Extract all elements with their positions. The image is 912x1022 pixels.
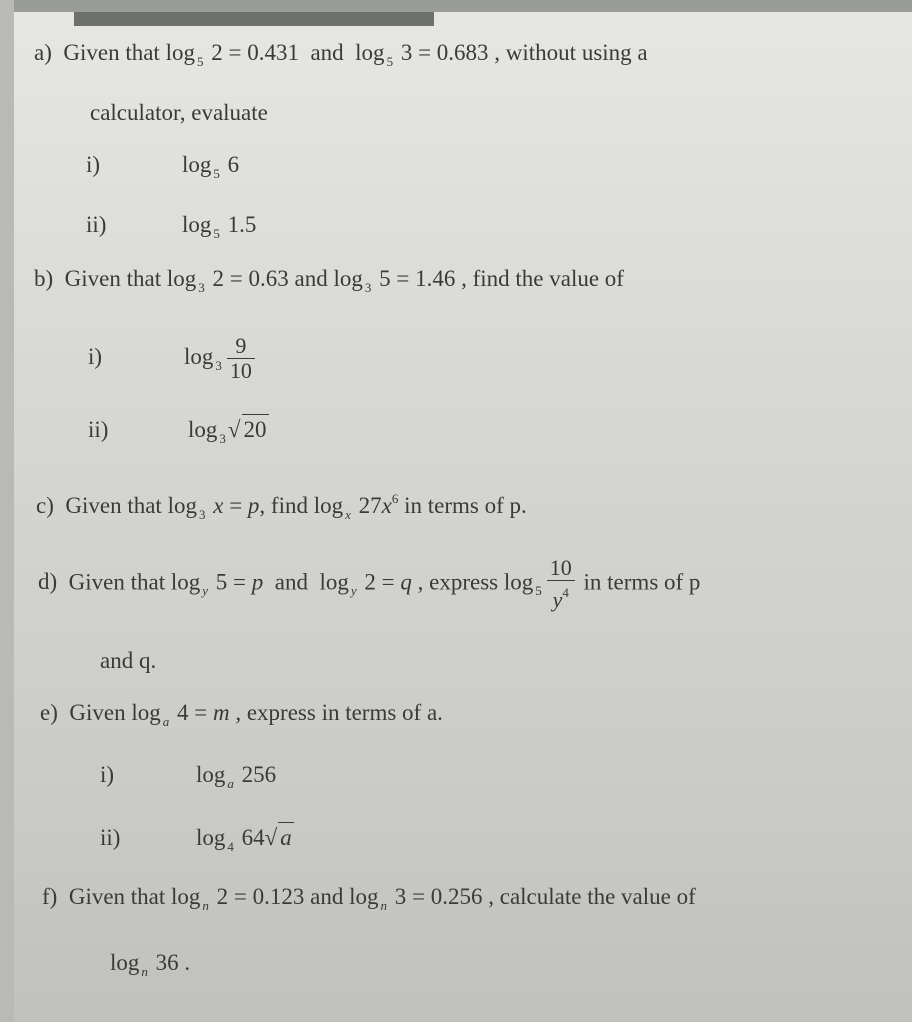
- text: and: [298, 40, 356, 65]
- question-b-ii: [88, 414, 269, 454]
- arg: 1.5: [221, 212, 257, 237]
- log: log: [170, 569, 201, 595]
- text: Given that: [68, 884, 172, 909]
- base: 3: [198, 507, 206, 522]
- text: Given: [69, 700, 132, 725]
- expr: 3 = 0.256: [389, 884, 483, 909]
- label-a: a): [34, 40, 52, 65]
- text: Given that: [68, 569, 171, 595]
- label: ii): [86, 212, 107, 237]
- numerator: 9: [235, 333, 247, 358]
- label: ii): [88, 417, 109, 442]
- log: log: [333, 266, 363, 291]
- log: log: [182, 212, 212, 237]
- base: 5: [535, 583, 542, 599]
- log: log: [131, 700, 161, 725]
- arg: 27: [352, 493, 382, 518]
- question-e-i: [100, 760, 276, 799]
- denominator: [547, 580, 575, 612]
- base: 3: [215, 357, 222, 373]
- log: log: [349, 884, 379, 909]
- denominator: 10: [227, 358, 255, 383]
- text: , find the value of: [455, 266, 624, 291]
- question-b: [34, 264, 624, 303]
- label-d: d): [38, 569, 58, 595]
- radicand: 20: [242, 414, 269, 445]
- arg: 36 .: [149, 950, 191, 975]
- expr: 2 = 0.123: [210, 884, 305, 909]
- fraction: [547, 556, 575, 612]
- label-b: b): [34, 266, 54, 291]
- log: log: [188, 417, 218, 442]
- label-c: c): [36, 493, 54, 518]
- text: Given that: [65, 493, 168, 518]
- log: log: [171, 884, 201, 909]
- question-b-i: [88, 334, 258, 383]
- label: i): [100, 762, 115, 787]
- expr: 2 = 0.63: [206, 266, 289, 291]
- base: 3: [219, 431, 226, 446]
- arg: 6: [221, 152, 240, 177]
- var-p: p: [251, 569, 264, 595]
- text: , calculate the value of: [482, 884, 696, 909]
- text: and: [288, 266, 334, 291]
- expr: 3 = 0.683: [395, 40, 489, 65]
- base: 4: [227, 839, 234, 854]
- question-d-continued: and q.: [100, 648, 157, 673]
- expr: 5 =: [210, 569, 252, 595]
- page-edge: [0, 0, 14, 1022]
- log: log: [196, 825, 226, 850]
- base: n: [202, 898, 209, 913]
- expr: 5 = 1.46: [373, 266, 456, 291]
- base: y: [350, 583, 357, 599]
- var-m: m: [212, 700, 230, 725]
- question-a: [34, 38, 648, 77]
- base: x: [345, 507, 351, 522]
- text: in terms of p: [577, 569, 701, 595]
- expr: 4 =: [171, 700, 213, 725]
- expr: 2 = 0.431: [205, 40, 299, 65]
- label: i): [88, 343, 103, 369]
- arg: 256: [235, 762, 277, 787]
- text: Given that: [64, 266, 167, 291]
- question-a-ii: [86, 210, 256, 249]
- text: and: [304, 884, 350, 909]
- square-root: √ 20: [228, 414, 269, 445]
- arg: 64: [235, 825, 265, 850]
- exponent: 6: [391, 491, 399, 506]
- log: log: [167, 493, 197, 518]
- equals: =: [223, 493, 248, 518]
- square-root: √ a: [265, 822, 294, 853]
- log: log: [166, 266, 197, 291]
- worksheet-page: [14, 12, 912, 1022]
- base: 5: [386, 54, 394, 69]
- top-strip: [74, 12, 434, 26]
- question-d: [38, 556, 700, 612]
- text: and: [263, 569, 320, 595]
- text: , express: [411, 569, 504, 595]
- var-x: x: [381, 493, 392, 518]
- log: log: [503, 569, 534, 595]
- log: log: [110, 950, 140, 975]
- var-x: x: [213, 493, 224, 518]
- label: ii): [100, 825, 121, 850]
- question-a-i: [86, 150, 239, 189]
- expr: 2 =: [358, 569, 401, 595]
- text: , find: [259, 493, 314, 518]
- base: 5: [196, 54, 204, 69]
- text: Given that: [63, 40, 166, 65]
- question-f: [42, 882, 696, 921]
- label-f: f): [42, 884, 58, 909]
- label: i): [86, 152, 101, 177]
- question-c: [36, 484, 527, 530]
- var-q: q: [400, 569, 412, 595]
- log: log: [319, 569, 349, 595]
- label-e: e): [40, 700, 58, 725]
- question-e-ii: [100, 822, 294, 862]
- radicand: a: [278, 822, 294, 853]
- base: 5: [213, 166, 220, 181]
- fraction: [227, 334, 255, 383]
- base: 3: [364, 280, 372, 295]
- base: n: [141, 964, 148, 979]
- log: log: [182, 152, 212, 177]
- log: log: [313, 493, 344, 518]
- exponent: 4: [562, 585, 569, 600]
- log: log: [196, 762, 226, 787]
- numerator: 10: [549, 555, 572, 580]
- base: a: [162, 714, 170, 729]
- text: in terms of p.: [398, 493, 527, 518]
- var-p: p: [247, 493, 260, 518]
- question-f-continued: [110, 948, 190, 987]
- log: log: [165, 40, 195, 65]
- base: y: [202, 583, 209, 599]
- question-e: [40, 698, 443, 737]
- log: log: [355, 40, 385, 65]
- text: , without using a: [488, 40, 648, 65]
- log: log: [184, 343, 214, 369]
- question-a-continued: calculator, evaluate: [90, 100, 268, 125]
- base: a: [227, 776, 234, 791]
- var-y: y: [552, 587, 563, 612]
- base: 3: [198, 280, 205, 295]
- base: 5: [213, 226, 220, 241]
- text: , express in terms of a.: [229, 700, 443, 725]
- base: n: [380, 898, 388, 913]
